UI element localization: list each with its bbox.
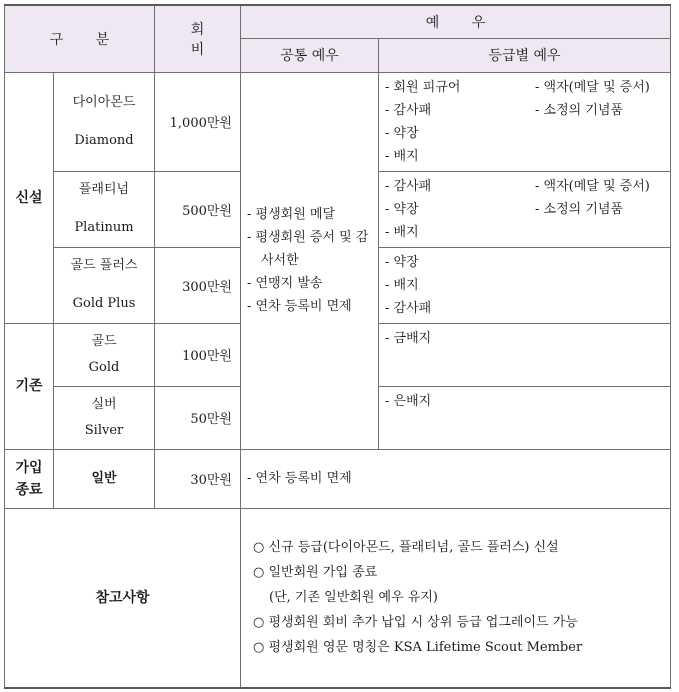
benefit-item: - 약장 bbox=[385, 201, 419, 217]
grade-name-platinum bbox=[54, 171, 155, 247]
header-category: 구 분 bbox=[5, 5, 155, 72]
benefit-item: - 은배지 bbox=[385, 393, 432, 409]
note-item: ○ 일반회원 가입 종료 bbox=[253, 565, 378, 581]
grade-benefits-diamond bbox=[379, 72, 671, 171]
header-benefits: 예 우 bbox=[241, 5, 671, 38]
grade-benefits-silver bbox=[379, 386, 671, 449]
grade-fee-general: 30만원 bbox=[155, 449, 241, 508]
notes-content bbox=[241, 508, 671, 688]
benefit-item: - 감사패 bbox=[385, 300, 432, 316]
note-item: ○ 평생회원 영문 명칭은 KSA Lifetime Scout Member bbox=[253, 640, 583, 656]
grade-name-en: Silver bbox=[84, 422, 124, 438]
grade-name-general: 일반 bbox=[54, 449, 155, 508]
grade-fee-platinum: 500만원 bbox=[155, 171, 241, 247]
benefit-item: - 금배지 bbox=[385, 330, 432, 346]
benefit-item: - 감사패 bbox=[385, 102, 432, 118]
membership-grade-table bbox=[4, 4, 671, 689]
grade-name-ko: 골드 플러스 bbox=[70, 258, 138, 273]
common-benefit-item: - 연맹지 발송 bbox=[247, 276, 323, 291]
common-benefit-item: - 평생회원 메달 bbox=[247, 207, 336, 222]
grade-name-ko: 실버 bbox=[91, 396, 117, 412]
benefit-item: - 배지 bbox=[385, 148, 419, 164]
benefit-item: - 회원 피규어 bbox=[385, 79, 461, 95]
header-grade-benefits: 등급별 예우 bbox=[379, 38, 671, 72]
grade-name-en: Gold Plus bbox=[72, 296, 136, 311]
grade-fee-silver: 50만원 bbox=[155, 386, 241, 449]
group-new: 신설 bbox=[5, 72, 54, 323]
common-benefit-item: - 연차 등록비 면제 bbox=[247, 299, 352, 314]
benefit-item: - 배지 bbox=[385, 224, 419, 240]
grade-name-silver bbox=[54, 386, 155, 449]
grade-name-diamond bbox=[54, 72, 155, 171]
grade-name-en: Gold bbox=[88, 359, 120, 375]
benefit-item: - 감사패 bbox=[385, 178, 432, 194]
benefit-item: - 약장 bbox=[385, 125, 419, 141]
general-benefits: - 연차 등록비 면제 bbox=[241, 449, 671, 508]
header-common-benefits: 공통 예우 bbox=[241, 38, 379, 72]
grade-fee-gold-plus: 300만원 bbox=[155, 247, 241, 323]
benefit-item: - 배지 bbox=[385, 277, 419, 293]
grade-fee-diamond: 1,000만원 bbox=[155, 72, 241, 171]
benefit-item: - 액자(메달 및 증서) bbox=[535, 178, 650, 194]
benefit-item: - 약장 bbox=[385, 254, 419, 270]
group-existing: 기존 bbox=[5, 323, 54, 449]
note-item: ○ 평생회원 회비 추가 납입 시 상위 등급 업그레이드 가능 bbox=[253, 615, 578, 631]
group-ended: 가입 종료 bbox=[5, 449, 54, 508]
benefit-item: - 액자(메달 및 증서) bbox=[535, 79, 650, 95]
grade-name-ko: 골드 bbox=[91, 333, 117, 349]
header-fee: 회 비 bbox=[155, 5, 241, 72]
grade-name-ko: 플래티넘 bbox=[78, 182, 130, 197]
grade-benefits-platinum bbox=[379, 171, 671, 247]
common-benefit-item: - 평생회원 증서 및 감사서한 bbox=[247, 230, 369, 268]
grade-benefits-gold bbox=[379, 323, 671, 386]
note-item: ○ 신규 등급(다이아몬드, 플래티넘, 골드 플러스) 신설 bbox=[253, 540, 559, 556]
benefit-item: - 소정의 기념품 bbox=[535, 201, 624, 217]
grade-fee-gold: 100만원 bbox=[155, 323, 241, 386]
note-item: (단, 기존 일반회원 예우 유지) bbox=[269, 590, 438, 606]
grade-name-en: Platinum bbox=[74, 220, 134, 235]
grade-name-en: Diamond bbox=[74, 132, 134, 148]
grade-name-gold-plus bbox=[54, 247, 155, 323]
grade-name-ko: 다이아몬드 bbox=[72, 94, 136, 110]
grade-name-gold bbox=[54, 323, 155, 386]
common-benefits-cell bbox=[241, 72, 379, 449]
benefit-item: - 소정의 기념품 bbox=[535, 102, 624, 118]
notes-label: 참고사항 bbox=[5, 508, 241, 688]
grade-benefits-gold-plus bbox=[379, 247, 671, 323]
